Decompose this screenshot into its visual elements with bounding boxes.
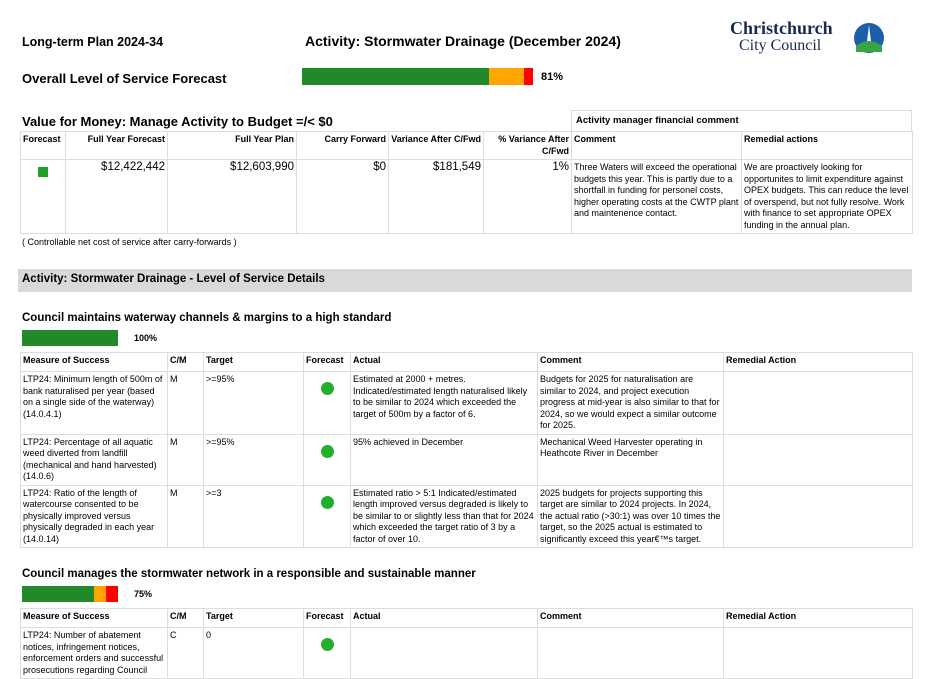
report-body xyxy=(20,110,912,679)
page-title: Activity: Stormwater Drainage (December 2024) xyxy=(305,33,621,49)
remedial-cell xyxy=(724,485,913,548)
col-carry-forward: Carry Forward xyxy=(297,132,389,160)
target-cell: >=95% xyxy=(204,434,304,485)
bar-segment-green xyxy=(22,586,94,602)
comment-cell: Mechanical Weed Harvester operating in Heathcote River in December xyxy=(538,434,724,485)
overall-los-bar xyxy=(302,68,533,85)
full-year-forecast: $12,422,442 xyxy=(66,160,168,234)
cm-cell: C xyxy=(168,628,204,679)
col-comment: Comment xyxy=(538,609,724,628)
bar-segment-orange xyxy=(489,68,524,85)
full-year-plan: $12,603,990 xyxy=(168,160,297,234)
carry-forward: $0 xyxy=(297,160,389,234)
col-forecast: Forecast xyxy=(304,353,351,372)
actual-cell xyxy=(351,628,538,679)
col-target: Target xyxy=(204,609,304,628)
bar-segment-orange xyxy=(94,586,106,602)
target-cell: >=95% xyxy=(204,372,304,435)
bar-segment-red xyxy=(524,68,533,85)
col-pct-variance: % Variance After C/Fwd xyxy=(484,132,572,160)
section-percent: 100% xyxy=(134,333,158,343)
cm-cell: M xyxy=(168,434,204,485)
col-variance: Variance After C/Fwd xyxy=(389,132,484,160)
council-logo xyxy=(730,20,890,56)
col-forecast: Forecast xyxy=(21,132,66,160)
col-remedial: Remedial Action xyxy=(724,609,913,628)
vfm-table xyxy=(20,131,913,234)
col-remedial: Remedial Action xyxy=(724,353,913,372)
actual-cell: Estimated at 2000 + metres. Indicated/estimated length naturalised likely to be similar to 2024 which exceeded the target of 500m by a factor of 6. xyxy=(351,372,538,435)
comment-cell: Budgets for 2025 for naturalisation are similar to 2024, and project execution progress at mid-year is also similar to that for 2024, so we would expect a similar outcome for 2025. xyxy=(538,372,724,435)
actual-cell: 95% achieved in December xyxy=(351,434,538,485)
col-remedial: Remedial actions xyxy=(742,132,913,160)
cm-cell: M xyxy=(168,485,204,548)
col-full-year-forecast: Full Year Forecast xyxy=(66,132,168,160)
actual-cell: Estimated ratio > 5:1 Indicated/estimated length improved versus degraded is likely to be similar to or slightly less than that for 2024 which exceeded the target ratio of 3 by a factor of over 10. xyxy=(351,485,538,548)
col-full-year-plan: Full Year Plan xyxy=(168,132,297,160)
forecast-status-dot-icon xyxy=(321,496,334,509)
bar-segment-red xyxy=(106,586,118,602)
col-actual: Actual xyxy=(351,353,538,372)
table-row xyxy=(21,628,913,679)
remedial: We are proactively looking for opportunites to limit expenditure against OPEX budgets. This can reduce the level of overspend, but not fully resolve. Work with finance to set appropriate OPEX funding in the annual plan. xyxy=(742,160,913,234)
table-row xyxy=(21,485,913,548)
col-measure: Measure of Success xyxy=(21,353,168,372)
col-comment: Comment xyxy=(572,132,742,160)
col-forecast: Forecast xyxy=(304,609,351,628)
measure-cell: LTP24: Minimum length of 500m of bank naturalised per year (based on a single side of the waterway) (14.0.4.1) xyxy=(21,372,168,435)
target-cell: 0 xyxy=(204,628,304,679)
comment-cell xyxy=(538,628,724,679)
section-bar-row xyxy=(22,330,912,346)
table-row xyxy=(21,160,913,234)
measure-cell: LTP24: Number of abatement notices, infringement notices, enforcement orders and successful prosecutions regarding Council xyxy=(21,628,168,679)
col-comment: Comment xyxy=(538,353,724,372)
section-los-bar xyxy=(22,586,118,602)
target-cell: >=3 xyxy=(204,485,304,548)
overall-los-label: Overall Level of Service Forecast xyxy=(22,71,227,86)
overall-percent: 81% xyxy=(541,71,564,83)
bar-segment-green xyxy=(22,330,118,346)
col-measure: Measure of Success xyxy=(21,609,168,628)
vfm-header-row xyxy=(20,110,912,131)
forecast-status-square-icon xyxy=(38,167,48,177)
col-cm: C/M xyxy=(168,353,204,372)
vfm-title: Value for Money: Manage Activity to Budget =/< $0 xyxy=(22,114,333,129)
cm-cell: M xyxy=(168,372,204,435)
table-row xyxy=(21,434,913,485)
measure-cell: LTP24: Ratio of the length of watercourse consented to be physically improved versus physically degraded in each year (14.0.14) xyxy=(21,485,168,548)
logo-text-2: City Council xyxy=(739,37,822,54)
manager-comment-header: Activity manager financial comment xyxy=(571,110,912,131)
los-table xyxy=(20,608,913,679)
measure-cell: LTP24: Percentage of all aquatic weed diverted from landfill (mechanical and hand harvested) (14.0.6) xyxy=(21,434,168,485)
col-target: Target xyxy=(204,353,304,372)
plan-label: Long-term Plan 2024-34 xyxy=(22,35,164,49)
bar-segment-green xyxy=(302,68,489,85)
vfm-footnote: ( Controllable net cost of service after carry-forwards ) xyxy=(22,237,237,247)
section-los-bar xyxy=(22,330,118,346)
los-table xyxy=(20,352,913,548)
cathedral-icon xyxy=(852,22,886,54)
section-title: Council maintains waterway channels & margins to a high standard xyxy=(22,312,392,324)
pct-variance: 1% xyxy=(484,160,572,234)
logo-text-1: Christchurch xyxy=(730,18,833,38)
forecast-status-dot-icon xyxy=(321,382,334,395)
section-bar-row xyxy=(22,586,912,602)
los-sections xyxy=(20,312,912,679)
comment: Three Waters will exceed the operational budgets this year. This is partly due to a shortfall in funding for personel costs, higher operating costs at the CWTP plant and maintenence contact. xyxy=(572,160,742,234)
forecast-status-dot-icon xyxy=(321,445,334,458)
section-title: Council manages the stormwater network in a responsible and sustainable manner xyxy=(22,568,476,580)
section-percent: 75% xyxy=(134,589,153,599)
variance: $181,549 xyxy=(389,160,484,234)
remedial-cell xyxy=(724,628,913,679)
remedial-cell xyxy=(724,372,913,435)
table-row xyxy=(21,372,913,435)
los-band: Activity: Stormwater Drainage - Level of Service Details xyxy=(18,269,912,292)
remedial-cell xyxy=(724,434,913,485)
col-cm: C/M xyxy=(168,609,204,628)
col-actual: Actual xyxy=(351,609,538,628)
forecast-status-dot-icon xyxy=(321,638,334,651)
comment-cell: 2025 budgets for projects supporting this target are similar to 2024 projects. In 2024, the actual ratio (>30:1) was over 10 times the target, so the 2025 actual is estimated to significantly exceed this year€™s target. xyxy=(538,485,724,548)
